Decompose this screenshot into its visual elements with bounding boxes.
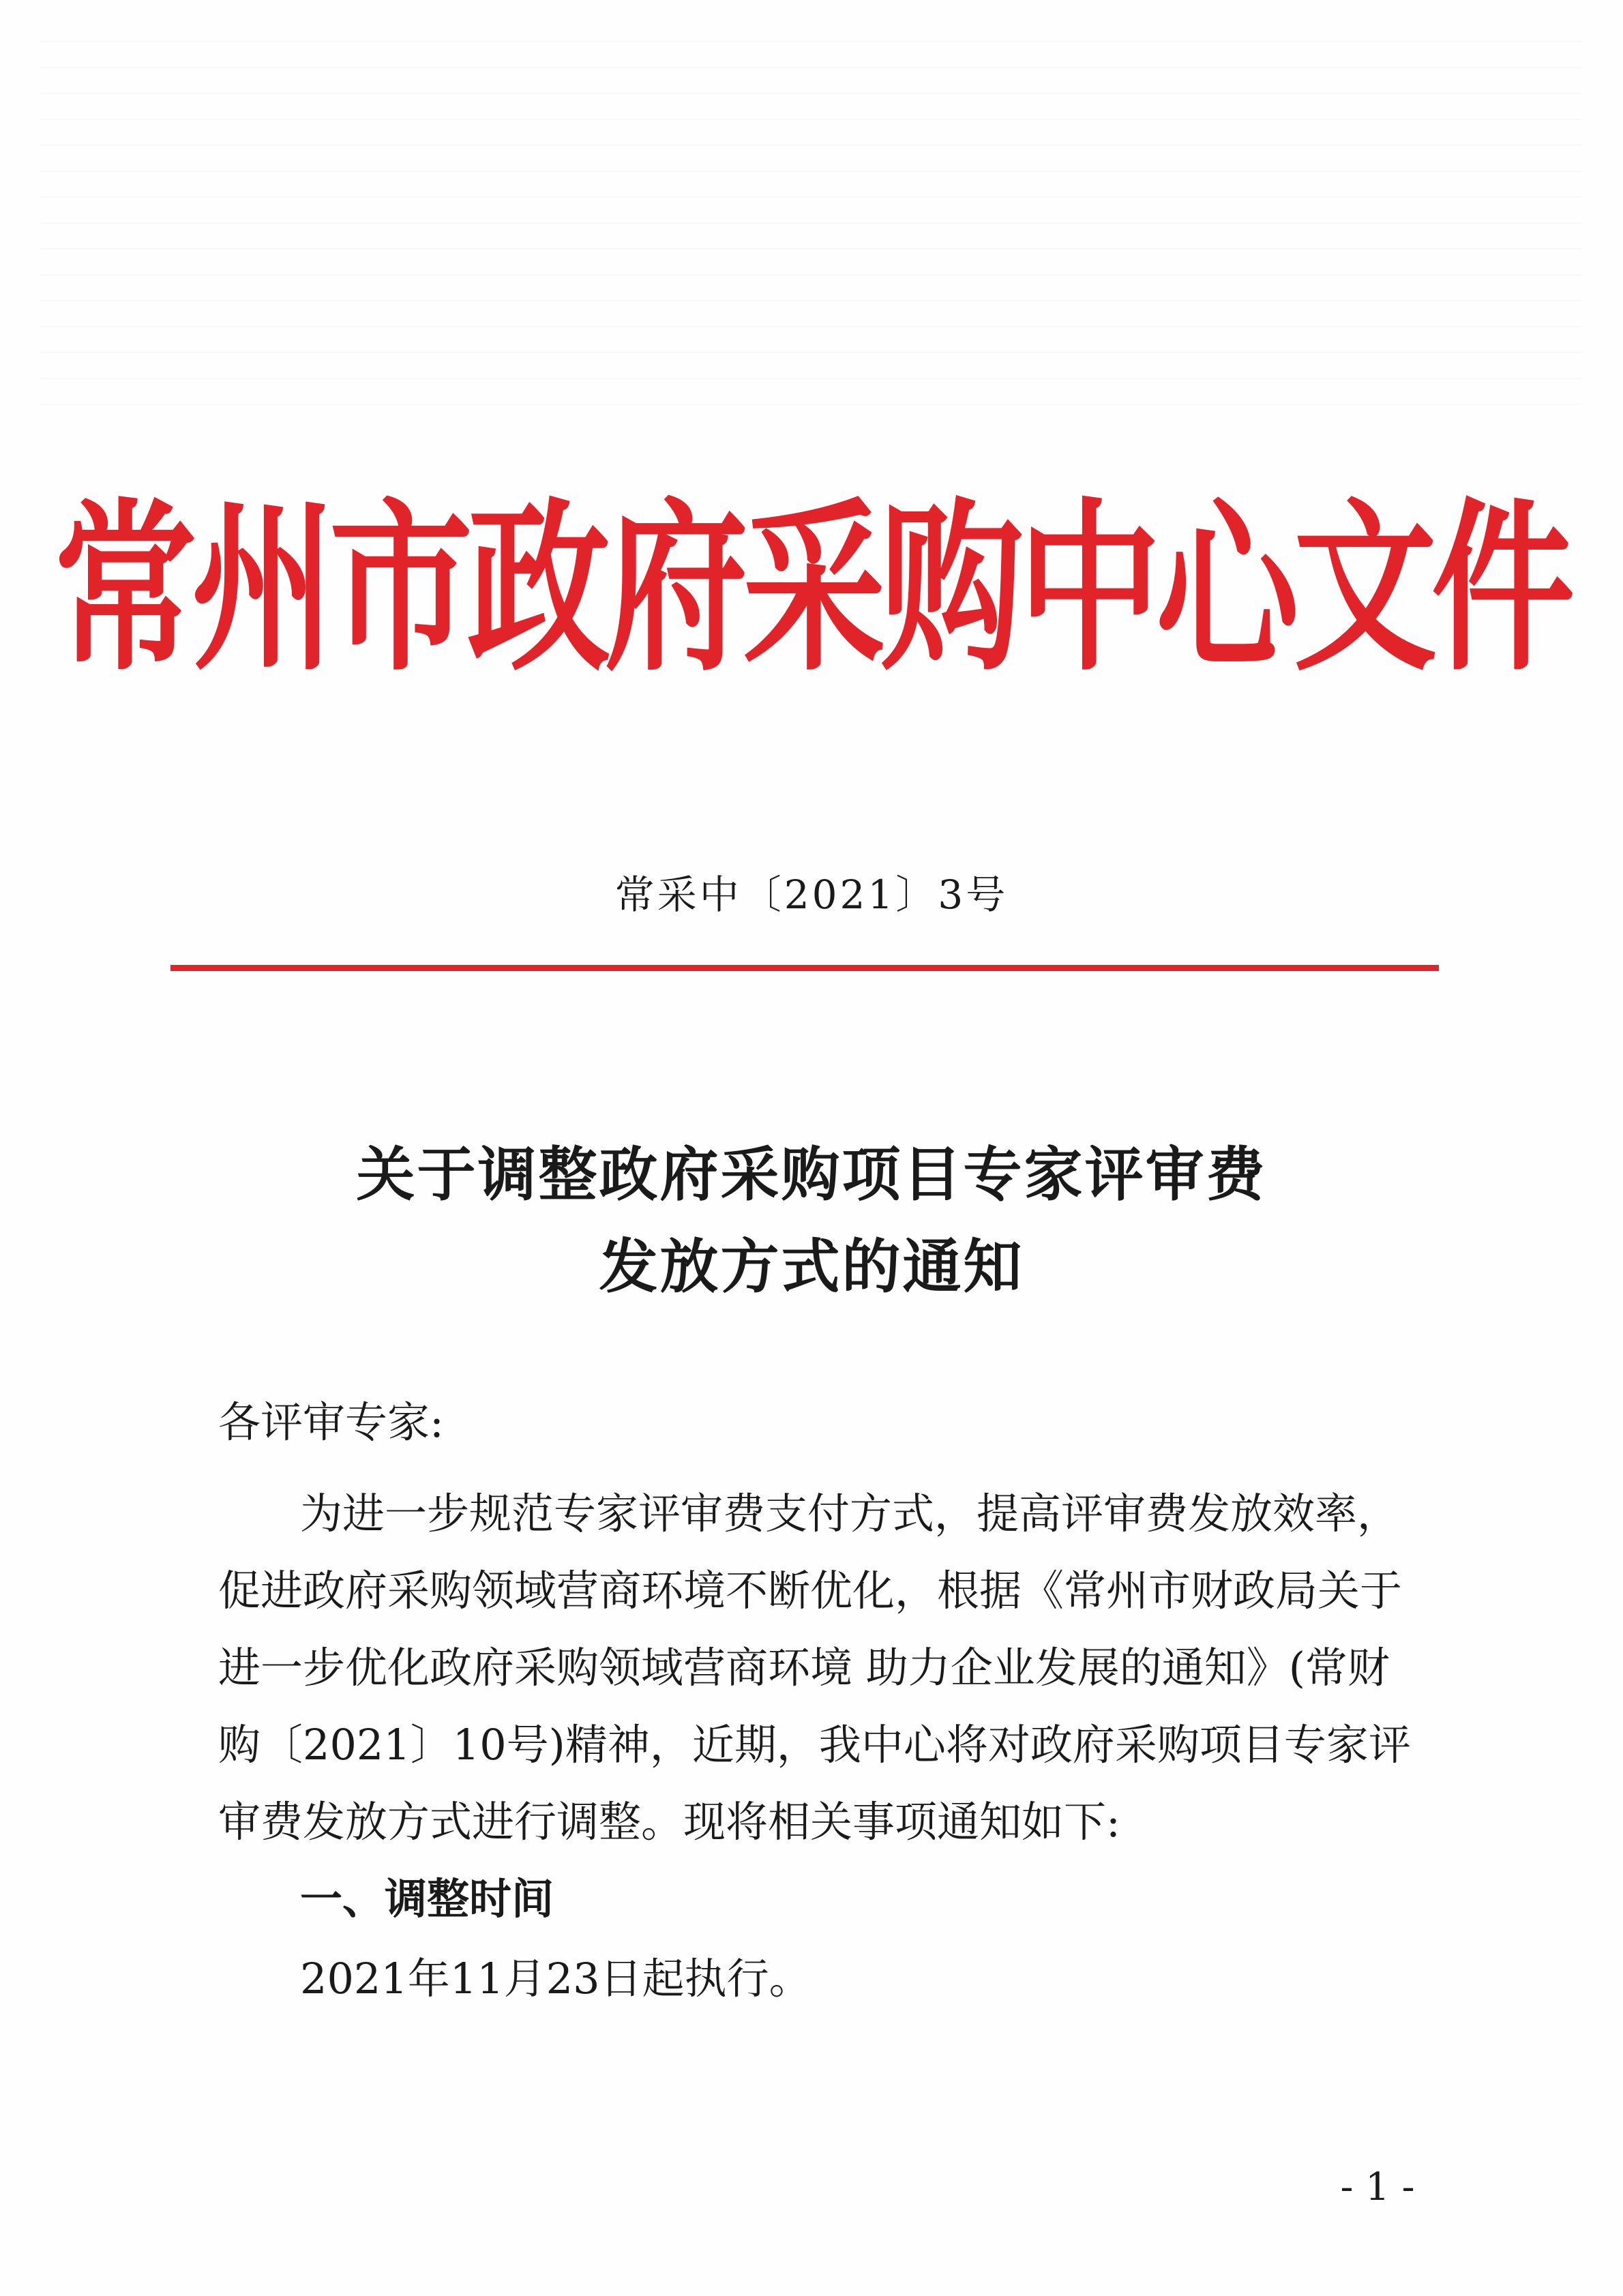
paragraph-line: 购〔2021〕10号)精神，近期，我中心将对政府采购项目专家评 [218, 1720, 1411, 1770]
section-text: 2021年11月23日起执行。 [300, 1954, 812, 2003]
paragraph-line: 进一步优化政府采购领域营商环境 助力企业发展的通知》(常财 [218, 1643, 1390, 1693]
page-number: - 1 - [1340, 2165, 1415, 2209]
notice-title-line-2: 发放方式的通知 [599, 1233, 1024, 1301]
paragraph-line: 促进政府采购领域营商环境不断优化，根据《常州市财政局关于 [218, 1566, 1403, 1615]
document-number: 常采中〔2021〕3号 [614, 871, 1009, 918]
scan-texture [41, 41, 1582, 423]
masthead-title: 常州市政府采购中心文件 [53, 481, 1569, 696]
salutation: 各评审专家: [218, 1397, 444, 1447]
red-divider-rule [170, 965, 1439, 971]
paragraph-line: 为进一步规范专家评审费支付方式，提高评审费发放效率， [300, 1489, 1400, 1538]
section-heading: 一、调整时间 [300, 1874, 554, 1924]
notice-title-line-1: 关于调整政府采购项目专家评审费 [356, 1141, 1267, 1209]
paragraph-line: 审费发放方式进行调整。现将相关事项通知如下: [218, 1797, 1120, 1847]
